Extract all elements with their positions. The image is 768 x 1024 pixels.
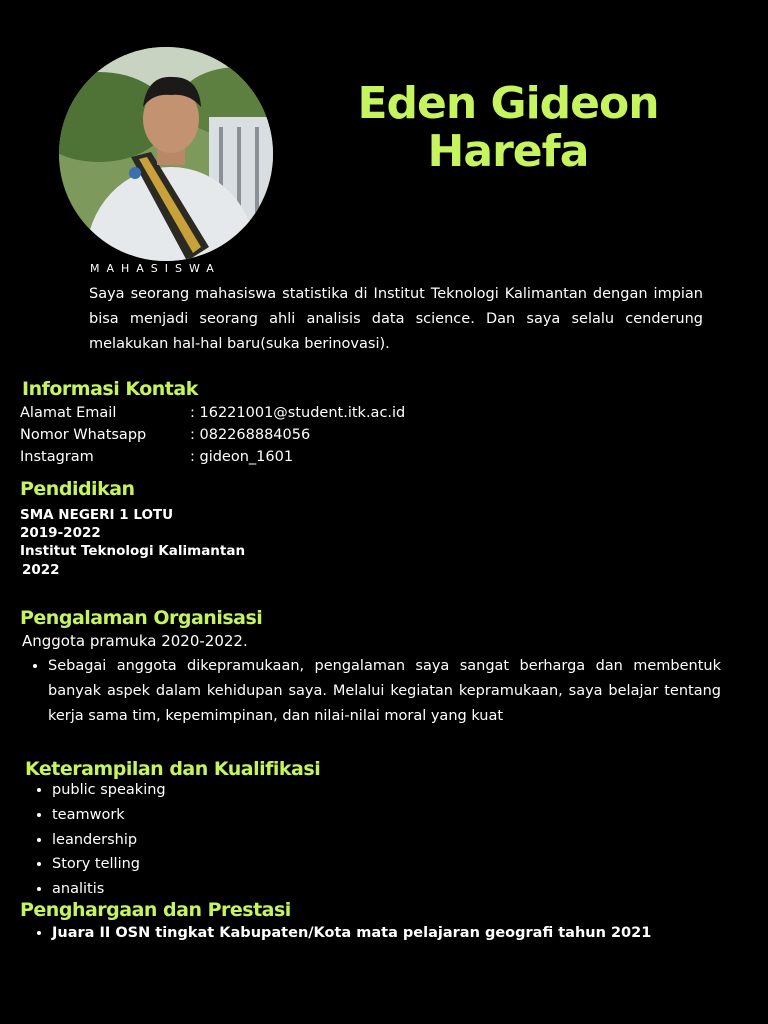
list-item: • public speaking	[52, 778, 166, 803]
organization-title: Anggota pramuka 2020-2022.	[22, 632, 248, 650]
email-label: Alamat Email	[20, 405, 117, 421]
candidate-name	[330, 80, 686, 176]
list-item: • leandership	[52, 828, 166, 853]
profile-photo	[59, 47, 273, 261]
role-label: MAHASISWA	[90, 262, 221, 275]
list-item: • Juara II OSN tingkat Kabupaten/Kota mata pelajaran geografi tahun 2021	[52, 925, 651, 941]
education-school-1: SMA NEGERI 1 LOTU	[20, 507, 174, 523]
whatsapp-label: Nomor Whatsapp	[20, 427, 147, 443]
instagram-label: Instagram	[20, 449, 94, 465]
profile-summary: Saya seorang mahasiswa statistika di Institut Teknologi Kalimantan dengan impian bisa menjadi seorang ahli analisis data science. Dan saya selalu cenderung melakukan hal-hal baru(suka berinovasi).	[89, 286, 703, 352]
education-school-1-years: 2019-2022	[20, 525, 101, 541]
name-line-2: Harefa	[427, 126, 589, 177]
list-item: • analitis	[52, 877, 166, 902]
list-item: • Sebagai anggota dikepramukaan, pengalaman saya sangat berharga dan membentuk banyak aspek dalam kehidupan saya. Melalui kegiatan kepramukaan, saya belajar tentang kerja sama tim, kepemimpinan, dan nilai-nilai moral yang kuat	[48, 654, 721, 729]
organization-list	[30, 654, 721, 729]
skills-heading: Keterampilan dan Kualifikasi	[25, 758, 321, 780]
name-line-1: Eden Gideon	[357, 78, 659, 129]
email-value: : 16221001@student.itk.ac.id	[190, 405, 406, 421]
skills-list	[34, 778, 166, 902]
education-school-2-years: 2022	[22, 562, 60, 578]
awards-heading: Penghargaan dan Prestasi	[20, 899, 291, 921]
whatsapp-value: : 082268884056	[190, 427, 311, 443]
list-item: • teamwork	[52, 803, 166, 828]
organization-heading: Pengalaman Organisasi	[20, 607, 263, 629]
contact-heading: Informasi Kontak	[22, 378, 198, 400]
list-item: • Story telling	[52, 852, 166, 877]
awards-list	[34, 925, 651, 941]
education-school-2: Institut Teknologi Kalimantan	[20, 543, 246, 559]
education-heading: Pendidikan	[20, 478, 135, 500]
instagram-value: : gideon_1601	[190, 449, 294, 465]
